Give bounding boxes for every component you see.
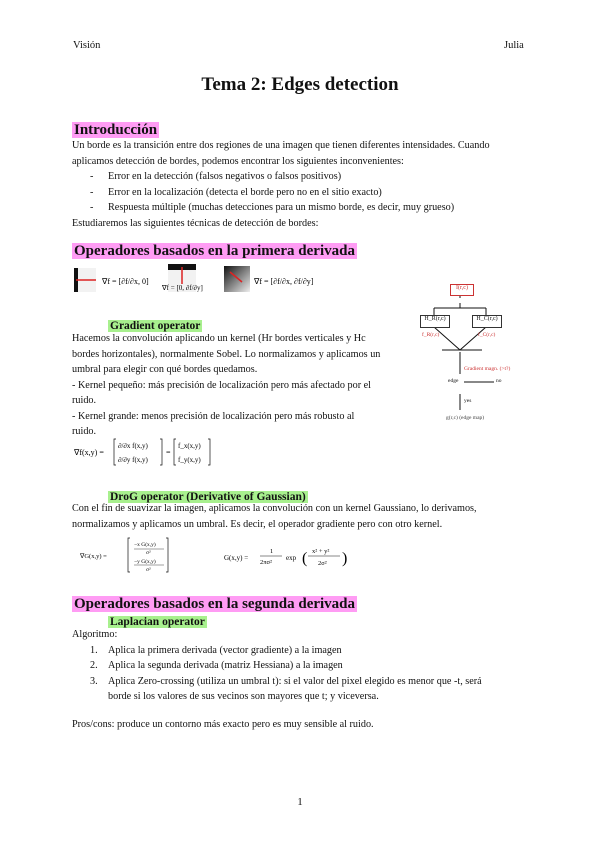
svg-text:∇f(x,y) =: ∇f(x,y) =	[74, 448, 104, 457]
diagram-no-label: no	[496, 378, 502, 384]
gradient-line: ruido.	[72, 395, 97, 406]
drog-heading: DroG operator (Derivative of Gaussian)	[110, 491, 306, 503]
svg-text:σ²: σ²	[146, 567, 151, 573]
gradient-line: - Kernel grande: menos precisión de localización pero más robusto al	[72, 410, 355, 422]
diagram-threshold-label: Gradient magn. (>t?)	[464, 366, 511, 372]
diagram-edge-label: edge	[448, 378, 459, 384]
diagonal-edge-image	[224, 266, 250, 292]
drog-line-1: Con el fin de suavizar la imagen, aplicamos la convolución con un kernel Gaussiano, lo derivamos,	[72, 503, 477, 514]
step-text: Aplica la primera derivada (vector gradiente) a la imagen	[108, 644, 342, 656]
intro-heading: Introducción	[74, 122, 158, 138]
bullet-item: - Respuesta múltiple (muchas detecciones para un mismo borde, es decir, muy grueso)	[90, 202, 455, 213]
diagram-output-label: g(r,c) (edge map)	[446, 415, 485, 421]
formula-vertical: ∇f = [∂f/∂x, 0]	[102, 277, 149, 286]
svg-text:f_x(x,y): f_x(x,y)	[178, 442, 201, 450]
svg-text:2σ²: 2σ²	[318, 560, 327, 567]
laplacian-body	[72, 627, 552, 732]
bullet-item: - Error en la localización (detecta el borde pero no en el sitio exacto)	[90, 186, 382, 198]
diagram-fr-label: f_R(r,c)	[422, 332, 440, 338]
svg-text:=: =	[166, 448, 171, 457]
second-derivative-heading: Operadores basados en la segunda derivada	[74, 596, 356, 612]
diagram-hr-node: H_R(r,c)	[420, 315, 450, 328]
intro-line-1: Un borde es la transición entre dos regiones de una imagen que tienen diferentes intensidades. Cuando	[72, 140, 490, 151]
svg-text:(: (	[302, 550, 308, 567]
diagram-yes-label: yes	[464, 398, 472, 404]
bullet-text: Error en la detección (falsos negativos o falsos positivos)	[108, 171, 342, 182]
svg-text:1: 1	[270, 548, 274, 555]
step-text: Aplica Zero-crossing (utiliza un umbral t): si el valor del pixel elegido es menor que -t, será	[108, 675, 482, 687]
gradient-flow-diagram	[420, 282, 530, 432]
gradient-line: umbral para elegir con qué bordes quedamos.	[72, 364, 258, 375]
first-derivative-heading: Operadores basados en la primera derivada	[74, 243, 355, 259]
step-3-continuation: borde si los valores de sus vecinos son mayores que t; y viceversa.	[108, 691, 379, 702]
intro-line-2: aplicamos detección de bordes, podemos encontrar los siguientes inconvenientes:	[72, 155, 404, 167]
formula-diagonal: ∇f = [∂f/∂x, ∂f/∂y]	[254, 277, 314, 286]
algorithm-step: 3. Aplica Zero-crossing (utiliza un umbral t): si el valor del pixel elegido es menor que -t, será	[90, 675, 482, 687]
gradient-line: Hacemos la convolución aplicando un kernel (Hr bordes verticales y Hc	[72, 333, 366, 344]
svg-text:f_y(x,y): f_y(x,y)	[178, 456, 201, 464]
gradient-body	[72, 331, 417, 440]
svg-text:): )	[342, 550, 348, 567]
svg-text:−y G(x,y): −y G(x,y)	[134, 559, 156, 565]
algorithm-step: 2. Aplica la segunda derivada (matriz Hessiana) a la imagen	[90, 660, 343, 671]
gradient-line: ruido.	[72, 426, 97, 437]
diagram-fc-label: f_C(r,c)	[478, 332, 496, 338]
drog-line-2: normalizamos y aplicamos un umbral. Es decir, el operador gradiente pero con otro kernel.	[72, 518, 443, 530]
svg-text:exp: exp	[286, 554, 297, 562]
svg-text:2πσ²: 2πσ²	[260, 559, 272, 566]
diagram-input-node: I(r,c)	[450, 284, 474, 296]
first-derivative-section	[72, 242, 357, 260]
svg-text:∂/∂y f(x,y): ∂/∂y f(x,y)	[118, 456, 148, 464]
svg-text:∂/∂x f(x,y): ∂/∂x f(x,y)	[118, 442, 148, 450]
intro-closing: Estudiaremos las siguientes técnicas de detección de bordes:	[72, 217, 319, 229]
algorithm-label: Algoritmo:	[72, 629, 118, 640]
svg-text:x² + y²: x² + y²	[312, 548, 330, 555]
header-right: Julia	[504, 40, 524, 51]
header-left: Visión	[73, 40, 101, 51]
intro-section	[72, 121, 159, 139]
svg-text:−x G(x,y): −x G(x,y)	[134, 542, 156, 548]
gradient-heading: Gradient operator	[110, 320, 201, 332]
formula-horizontal: ∇f = [0, ∂f/∂y]	[162, 284, 203, 292]
step-text: Aplica la segunda derivada (matriz Hessiana) a la imagen	[108, 660, 343, 671]
drog-formulas	[80, 536, 550, 576]
page-number: 1	[297, 796, 303, 808]
diagram-hc-node: H_C(r,c)	[472, 315, 502, 328]
flow-arrows	[420, 282, 530, 432]
gradient-line: - Kernel pequeño: más precisión de localización pero más afectado por el	[72, 379, 371, 391]
bullet-text: Error en la localización (detecta el borde pero no en el sitio exacto)	[108, 186, 382, 198]
svg-text:σ²: σ²	[146, 550, 151, 556]
bullet-text: Respuesta múltiple (muchas detecciones para un mismo borde, es decir, muy grueso)	[108, 202, 455, 213]
svg-text:∇G(x,y) =: ∇G(x,y) =	[80, 553, 107, 560]
algorithm-step: 1. Aplica la primera derivada (vector gradiente) a la imagen	[90, 644, 342, 656]
edge-examples-figure	[72, 264, 322, 296]
second-derivative-section	[72, 595, 357, 613]
gradient-formula	[74, 436, 214, 468]
laplacian-heading: Laplacian operator	[110, 616, 205, 628]
vertical-edge-image	[74, 268, 96, 292]
bullet-item: - Error en la detección (falsos negativos o falsos positivos)	[90, 171, 342, 182]
svg-text:G(x,y) =: G(x,y) =	[224, 554, 249, 562]
gradient-line: bordes horizontales), normalmente Sobel. Lo normalizamos y aplicamos un	[72, 348, 381, 360]
drog-body	[72, 501, 552, 532]
intro-body	[72, 138, 542, 231]
page-title: Tema 2: Edges detection	[201, 74, 399, 95]
pros-cons: Pros/cons: produce un contorno más exacto pero es muy sensible al ruido.	[72, 718, 374, 730]
